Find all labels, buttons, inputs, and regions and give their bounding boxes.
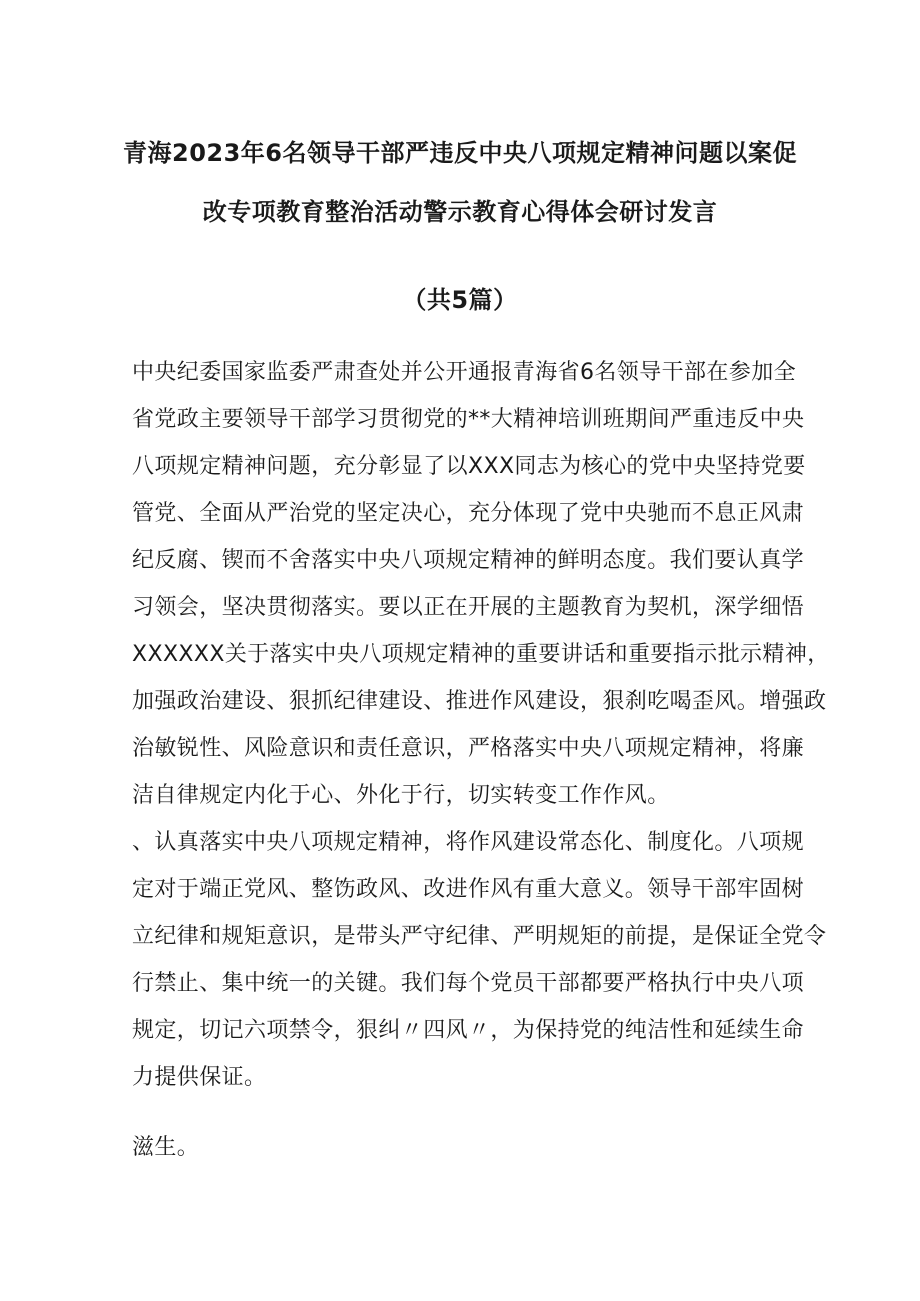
- paragraph-1-line: 中央纪委国家监委严肃查处并公开通报青海省6名领导干部在参加全: [132, 360, 796, 385]
- document-title-line-2: 改专项教育整治活动警示教育心得体会研讨发言: [202, 198, 718, 226]
- paragraph-2-line: 、认真落实中央八项规定精神，将作风建设常态化、制度化。八项规: [132, 830, 805, 855]
- paragraph-1-line: 八项规定精神问题，充分彰显了以XXX同志为核心的党中央坚持党要: [132, 454, 806, 479]
- paragraph-2-line: 定对于端正党风、整饬政风、改进作风有重大意义。领导干部牢固树: [132, 877, 805, 902]
- paragraph-3-line: 滋生。: [132, 1135, 200, 1160]
- paragraph-1-line: 习领会，坚决贯彻落实。要以正在开展的主题教育为契机，深学细悟: [132, 595, 805, 620]
- document-title-line-1: 青海2023年6名领导干部严违反中央八项规定精神问题以案促: [123, 139, 797, 167]
- paragraph-1-line: 省党政主要领导干部学习贯彻党的**大精神培训班期间严重违反中央: [132, 407, 805, 432]
- paragraph-1-line: 纪反腐、锲而不舍落实中央八项规定精神的鲜明态度。我们要认真学: [132, 548, 805, 573]
- paragraph-2-line: 立纪律和规矩意识，是带头严守纪律、严明规矩的前提，是保证全党令: [132, 924, 827, 949]
- paragraph-1-line: 洁自律规定内化于心、外化于行，切实转变工作作风。: [132, 783, 670, 808]
- paragraph-2-line: 规定，切记六项禁令，狠纠〃四风〃，为保持党的纯洁性和延续生命: [132, 1018, 805, 1043]
- paragraph-1-line: XXXXXX关于落实中央八项规定精神的重要讲话和重要指示批示精神，: [132, 642, 830, 667]
- paragraph-1-line: 管党、全面从严治党的坚定决心，充分体现了党中央驰而不息正风肃: [132, 501, 805, 526]
- paragraph-1-line: 治敏锐性、风险意识和责任意识，严格落实中央八项规定精神，将廉: [132, 736, 805, 761]
- document-subtitle-count: （共5篇）: [402, 286, 518, 314]
- paragraph-1-line: 加强政治建设、狠抓纪律建设、推进作风建设，狠刹吃喝歪风。增强政: [132, 689, 827, 714]
- paragraph-2-line: 行禁止、集中统一的关键。我们每个党员干部都要严格执行中央八项: [132, 971, 805, 996]
- paragraph-2-line: 力提供保证。: [132, 1065, 267, 1090]
